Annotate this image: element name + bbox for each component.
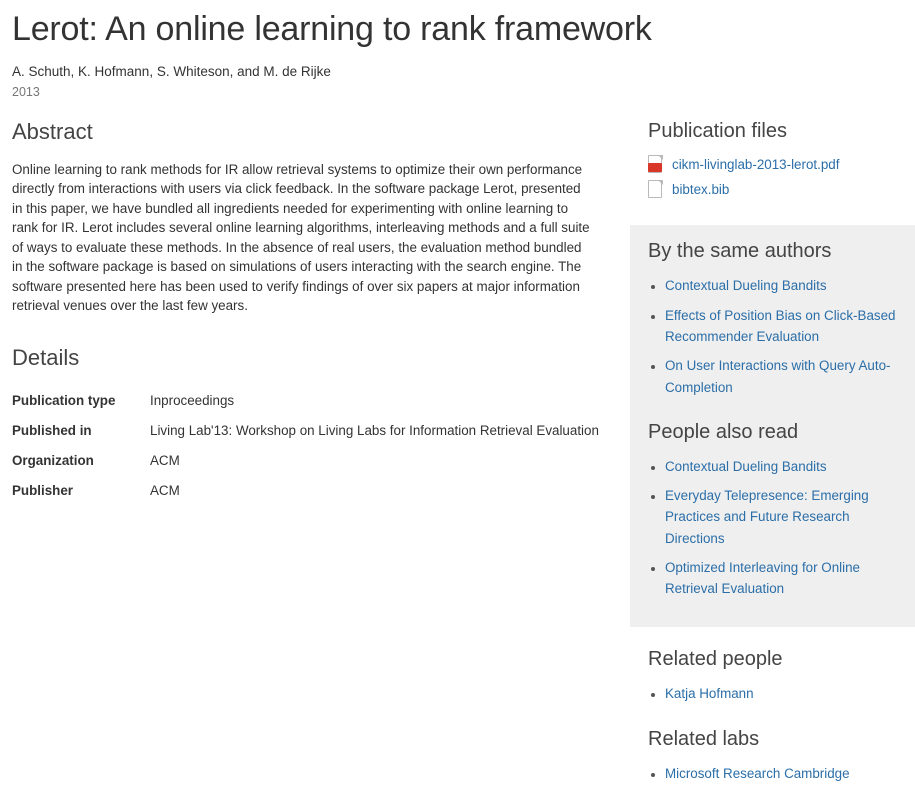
- publication-files-panel: [630, 119, 915, 198]
- related-labs-list: [648, 763, 897, 784]
- detail-value: Living Lab'13: Workshop on Living Labs for Information Retrieval Evaluation: [150, 422, 599, 438]
- people-also-read-link[interactable]: Contextual Dueling Bandits: [665, 458, 827, 474]
- people-also-read-heading: People also read: [648, 420, 799, 443]
- list-item[interactable]: [665, 485, 897, 549]
- sidebar-column: [630, 119, 915, 791]
- list-item[interactable]: [665, 763, 897, 784]
- page-title: Lerot: An online learning to rank framework: [12, 10, 652, 48]
- list-item[interactable]: [648, 180, 897, 198]
- publication-files-list: [648, 155, 897, 198]
- pdf-file-icon: [648, 155, 663, 173]
- table-row: [12, 416, 612, 446]
- list-item[interactable]: [665, 275, 897, 296]
- abstract-heading: Abstract: [12, 119, 93, 145]
- related-labs-heading: Related labs: [648, 727, 760, 750]
- related-people-heading: Related people: [648, 648, 783, 671]
- related-labs-link[interactable]: Microsoft Research Cambridge: [665, 765, 850, 781]
- author-list: A. Schuth, K. Hofmann, S. Whiteson, and M. de Rijke: [12, 64, 331, 80]
- related-labs-panel: [630, 727, 915, 784]
- details-heading: Details: [12, 345, 80, 371]
- people-also-read-link[interactable]: Everyday Telepresence: Emerging Practices and Future Research Directions: [665, 488, 869, 546]
- related-people-panel: [630, 647, 915, 704]
- detail-value: Inproceedings: [150, 392, 235, 408]
- publication-files-heading: Publication files: [648, 120, 787, 143]
- details-table: [12, 386, 612, 506]
- list-item[interactable]: [665, 355, 897, 398]
- detail-value: ACM: [150, 482, 180, 498]
- table-row: [12, 386, 612, 416]
- abstract-text: Online learning to rank methods for IR allow retrieval systems to optimize their own performance directly from interactions with users via click feedback. In the software package Lerot, presented in this paper, we have bundled all ingredients needed for experimenting with online learning to rank for IR. Lerot includes several online learning algorithms, interleaving methods and a full suite of ways to evaluate these methods. In the absence of real users, the evaluation method bundled in the software package is based on simulations of users interacting with the search engine. The software presented here has been used to verify findings of over six papers at major information retrieval venues over the last few years.: [12, 161, 590, 313]
- list-item[interactable]: [648, 155, 897, 173]
- detail-key: Published in: [12, 422, 92, 438]
- publication-year: 2013: [12, 84, 40, 99]
- list-item[interactable]: [665, 456, 897, 477]
- same-authors-link[interactable]: On User Interactions with Query Auto-Completion: [665, 358, 891, 395]
- bibtex-file-link[interactable]: bibtex.bib: [672, 181, 730, 197]
- people-also-read-list: [648, 456, 897, 600]
- list-item[interactable]: [665, 305, 897, 348]
- main-content-column: [12, 119, 612, 505]
- list-item[interactable]: [665, 683, 897, 704]
- related-people-list: [648, 683, 897, 704]
- people-also-read-link[interactable]: Optimized Interleaving for Online Retrieval Evaluation: [665, 559, 861, 597]
- related-people-link[interactable]: Katja Hofmann: [665, 686, 754, 702]
- same-authors-link[interactable]: Contextual Dueling Bandits: [665, 278, 827, 294]
- recommendations-panel: [630, 225, 915, 627]
- generic-file-icon: [648, 180, 663, 198]
- detail-value: ACM: [150, 452, 180, 468]
- detail-key: Organization: [12, 452, 94, 468]
- detail-key: Publication type: [12, 392, 116, 408]
- same-authors-link[interactable]: Effects of Position Bias on Click-Based Recommender Evaluation: [665, 307, 896, 345]
- same-authors-heading: By the same authors: [648, 240, 832, 263]
- page-header: [0, 0, 915, 101]
- table-row: [12, 446, 612, 476]
- detail-key: Publisher: [12, 482, 74, 498]
- same-authors-list: [648, 275, 897, 397]
- table-row: [12, 476, 612, 506]
- pdf-file-link[interactable]: cikm-livinglab-2013-lerot.pdf: [672, 156, 840, 172]
- list-item[interactable]: [665, 557, 897, 600]
